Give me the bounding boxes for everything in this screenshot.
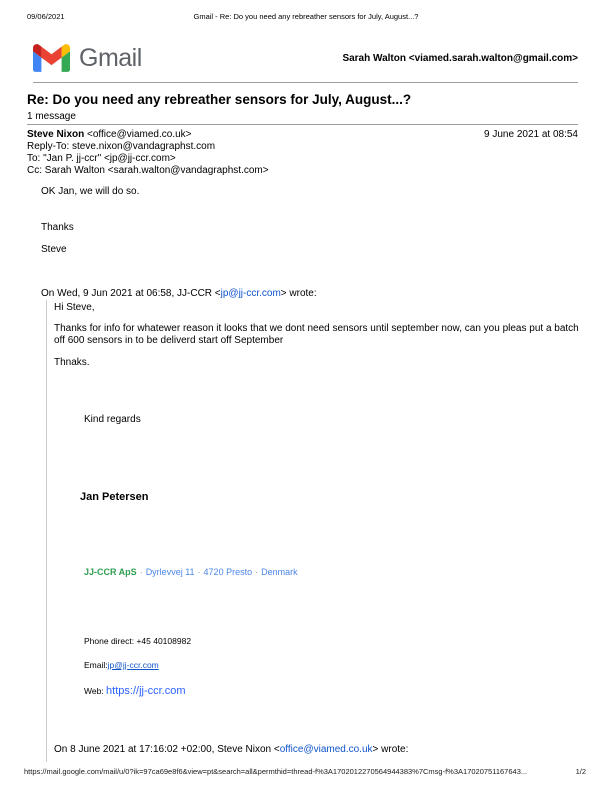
signature-phone: Phone direct: +45 40108982 — [84, 636, 192, 646]
gmail-logo — [33, 44, 142, 73]
company-name: JJ-CCR ApS — [84, 567, 137, 577]
quote-paragraph: Thanks for info for whatewer reason it looks that we dont need sensors until september now, can you pleas put a batch off 600 sensors in to be deliverd start off September — [54, 323, 579, 346]
quoted-intro-prefix: On Wed, 9 Jun 2021 at 06:58, JJ-CCR < — [41, 288, 221, 299]
to-line: To: "Jan P. jj-ccr" <jp@jj-ccr.com> — [27, 153, 176, 164]
nested-quote-prefix: On 8 June 2021 at 17:16:02 +02:00, Steve Nixon < — [54, 744, 280, 755]
signature-name: Jan Petersen — [80, 491, 149, 503]
gmail-wordmark: Gmail — [79, 43, 142, 72]
print-header-title: Gmail - Re: Do you need any rebreather sensors for July, August...? — [193, 12, 419, 21]
signature-email-line — [84, 660, 159, 670]
cc-line: Cc: Sarah Walton <sarah.walton@vandagraphst.com> — [27, 165, 269, 176]
nested-quote-suffix: > wrote: — [372, 744, 409, 755]
signature-web-line — [84, 685, 186, 697]
print-header-date: 09/06/2021 — [27, 12, 65, 21]
account-owner: Sarah Walton <viamed.sarah.walton@gmail.com> — [342, 52, 578, 64]
message-date: 9 June 2021 at 08:54 — [484, 129, 578, 140]
from-email: <office@viamed.co.uk> — [84, 129, 192, 140]
email-label: Email: — [84, 660, 108, 670]
gmail-header-row — [33, 42, 578, 74]
quote-thanks: Thnaks. — [54, 357, 90, 368]
dot-separator: · — [139, 567, 143, 577]
header-divider — [33, 82, 578, 83]
email-subject: Re: Do you need any rebreather sensors for July, August...? — [27, 92, 412, 107]
office-email-link[interactable]: office@viamed.co.uk — [279, 744, 373, 755]
quote-greeting: Hi Steve, — [54, 302, 95, 313]
jp-email-link[interactable]: jp@jj-ccr.com — [220, 288, 281, 299]
signature-email-link[interactable]: jp@jj-ccr.com — [107, 660, 159, 670]
subject-divider — [27, 124, 578, 125]
quoted-intro-line — [41, 288, 317, 299]
print-footer-url: https://mail.google.com/mail/u/0?ik=97ca69e8f6&view=pt&search=all&permthid=thread-f%3A1702012270564944383%7Cmsg-f%3A17020751167643... — [24, 767, 528, 776]
dot-separator: · — [197, 567, 201, 577]
gmail-m-icon — [33, 44, 70, 72]
address-country-link[interactable]: Denmark — [261, 567, 298, 577]
signature-company-line — [84, 567, 298, 577]
from-name: Steve Nixon — [27, 129, 85, 140]
address-street-link[interactable]: Dyrlevvej 11 — [145, 567, 195, 577]
print-footer-page-number: 1/2 — [575, 767, 586, 776]
reply-to-line: Reply-To: steve.nixon@vandagraphst.com — [27, 141, 216, 152]
web-label: Web: — [84, 686, 107, 696]
body-paragraph: Thanks — [41, 222, 74, 233]
address-city-link[interactable]: 4720 Presto — [203, 567, 253, 577]
quoted-intro-suffix: > wrote: — [280, 288, 317, 299]
message-header-left — [27, 129, 269, 177]
message-header — [27, 129, 578, 177]
body-paragraph: Steve — [41, 244, 67, 255]
dot-separator: · — [255, 567, 259, 577]
signature-web-link[interactable]: https://jj-ccr.com — [106, 685, 186, 697]
nested-quote-intro-line — [54, 744, 408, 755]
message-count: 1 message — [27, 111, 76, 122]
body-paragraph: OK Jan, we will do so. — [41, 186, 140, 197]
signature-regards: Kind regards — [84, 414, 141, 425]
from-line — [27, 129, 269, 141]
quoted-message-block — [46, 300, 580, 762]
